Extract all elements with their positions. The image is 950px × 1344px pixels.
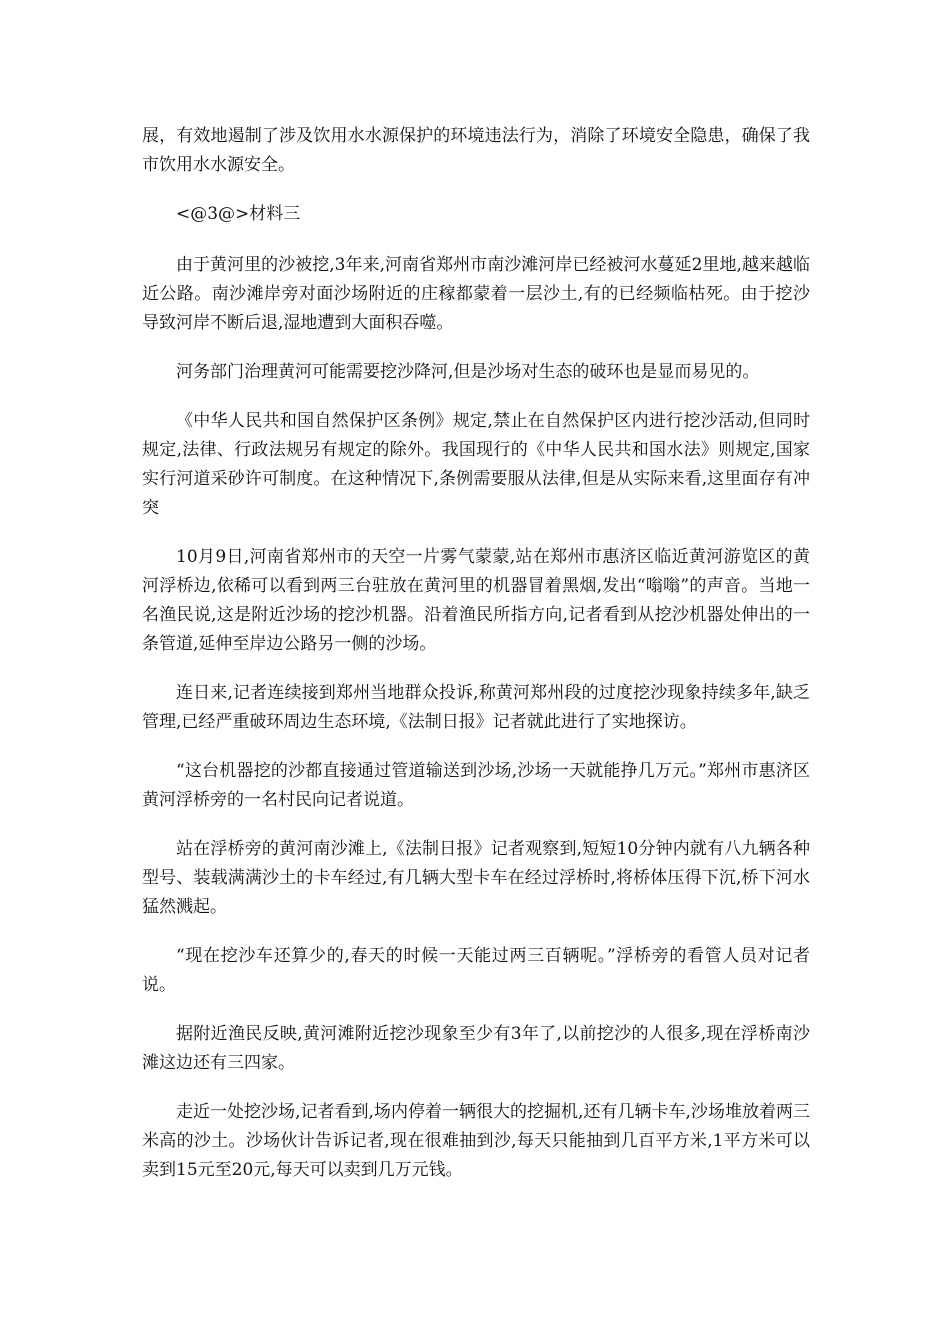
- paragraph: 连日来,记者连续接到郑州当地群众投诉,称黄河郑州段的过度挖沙现象持续多年,缺乏管理,已经严重破环周边生态环境,《法制日报》记者就此进行了实地探访。: [142, 683, 810, 732]
- paragraph: 据附近渔民反映,黄河滩附近挖沙现象至少有3年了,以前挖沙的人很多,现在浮桥南沙滩这边还有三四家。: [142, 1024, 810, 1073]
- paragraph: “这台机器挖的沙都直接通过管道输送到沙场,沙场一天就能挣几万元。”郑州市惠济区黄河浮桥旁的一名村民向记者说道。: [142, 761, 810, 810]
- paragraph: 站在浮桥旁的黄河南沙滩上,《法制日报》记者观察到,短短10分钟内就有八九辆各种型号、装载满满沙土的卡车经过,有几辆大型卡车在经过浮桥时,将桥体压得下沉,桥下河水猛然溅起。: [142, 839, 810, 917]
- paragraph: 河务部门治理黄河可能需要挖沙降河,但是沙场对生态的破环也是显而易见的。: [176, 362, 760, 382]
- paragraph: 10月9日,河南省郑州市的天空一片雾气蒙蒙,站在郑州市惠济区临近黄河游览区的黄河浮桥边,依稀可以看到两三台驻放在黄河里的机器冒着黑烟,发出“嗡嗡”的声音。当地一名渔民说,这是附近沙场的挖沙机器。沿着渔民所指方向,记者看到从挖沙机器处伸出的一条管道,延伸至岸边公路另一侧的沙场。: [142, 547, 810, 654]
- paragraph-continuation: 展，有效地遏制了涉及饮用水水源保护的环境违法行为，消除了环境安全隐患，确保了我市饮用水水源安全。: [142, 126, 810, 175]
- section-label-material-three: <@3@>材料三: [176, 204, 301, 224]
- paragraph: 走近一处挖沙场,记者看到,场内停着一辆很大的挖掘机,还有几辆卡车,沙场堆放着两三米高的沙土。沙场伙计告诉记者,现在很难抽到沙,每天只能抽到几百平方米,1平方米可以卖到15元至20元,每天可以卖到几万元钱。: [142, 1102, 810, 1180]
- paragraph: “现在挖沙车还算少的,春天的时候一天能过两三百辆呢。”浮桥旁的看管人员对记者说。: [142, 946, 810, 995]
- paragraph: 由于黄河里的沙被挖,3年来,河南省郑州市南沙滩河岸已经被河水蔓延2里地,越来越临近公路。南沙滩岸旁对面沙场附近的庄稼都蒙着一层沙土,有的已经频临枯死。由于挖沙导致河岸不断后退,湿地遭到大面积吞噬。: [142, 255, 810, 333]
- document-body: [142, 122, 810, 1205]
- paragraph: 《中华人民共和国自然保护区条例》规定,禁止在自然保护区内进行挖沙活动,但同时规定,法律、行政法规另有规定的除外。我国现行的《中华人民共和国水法》则规定,国家实行河道采砂许可制度。在这种情况下,条例需要服从法律,但是从实际来看,这里面存有冲突: [142, 411, 810, 518]
